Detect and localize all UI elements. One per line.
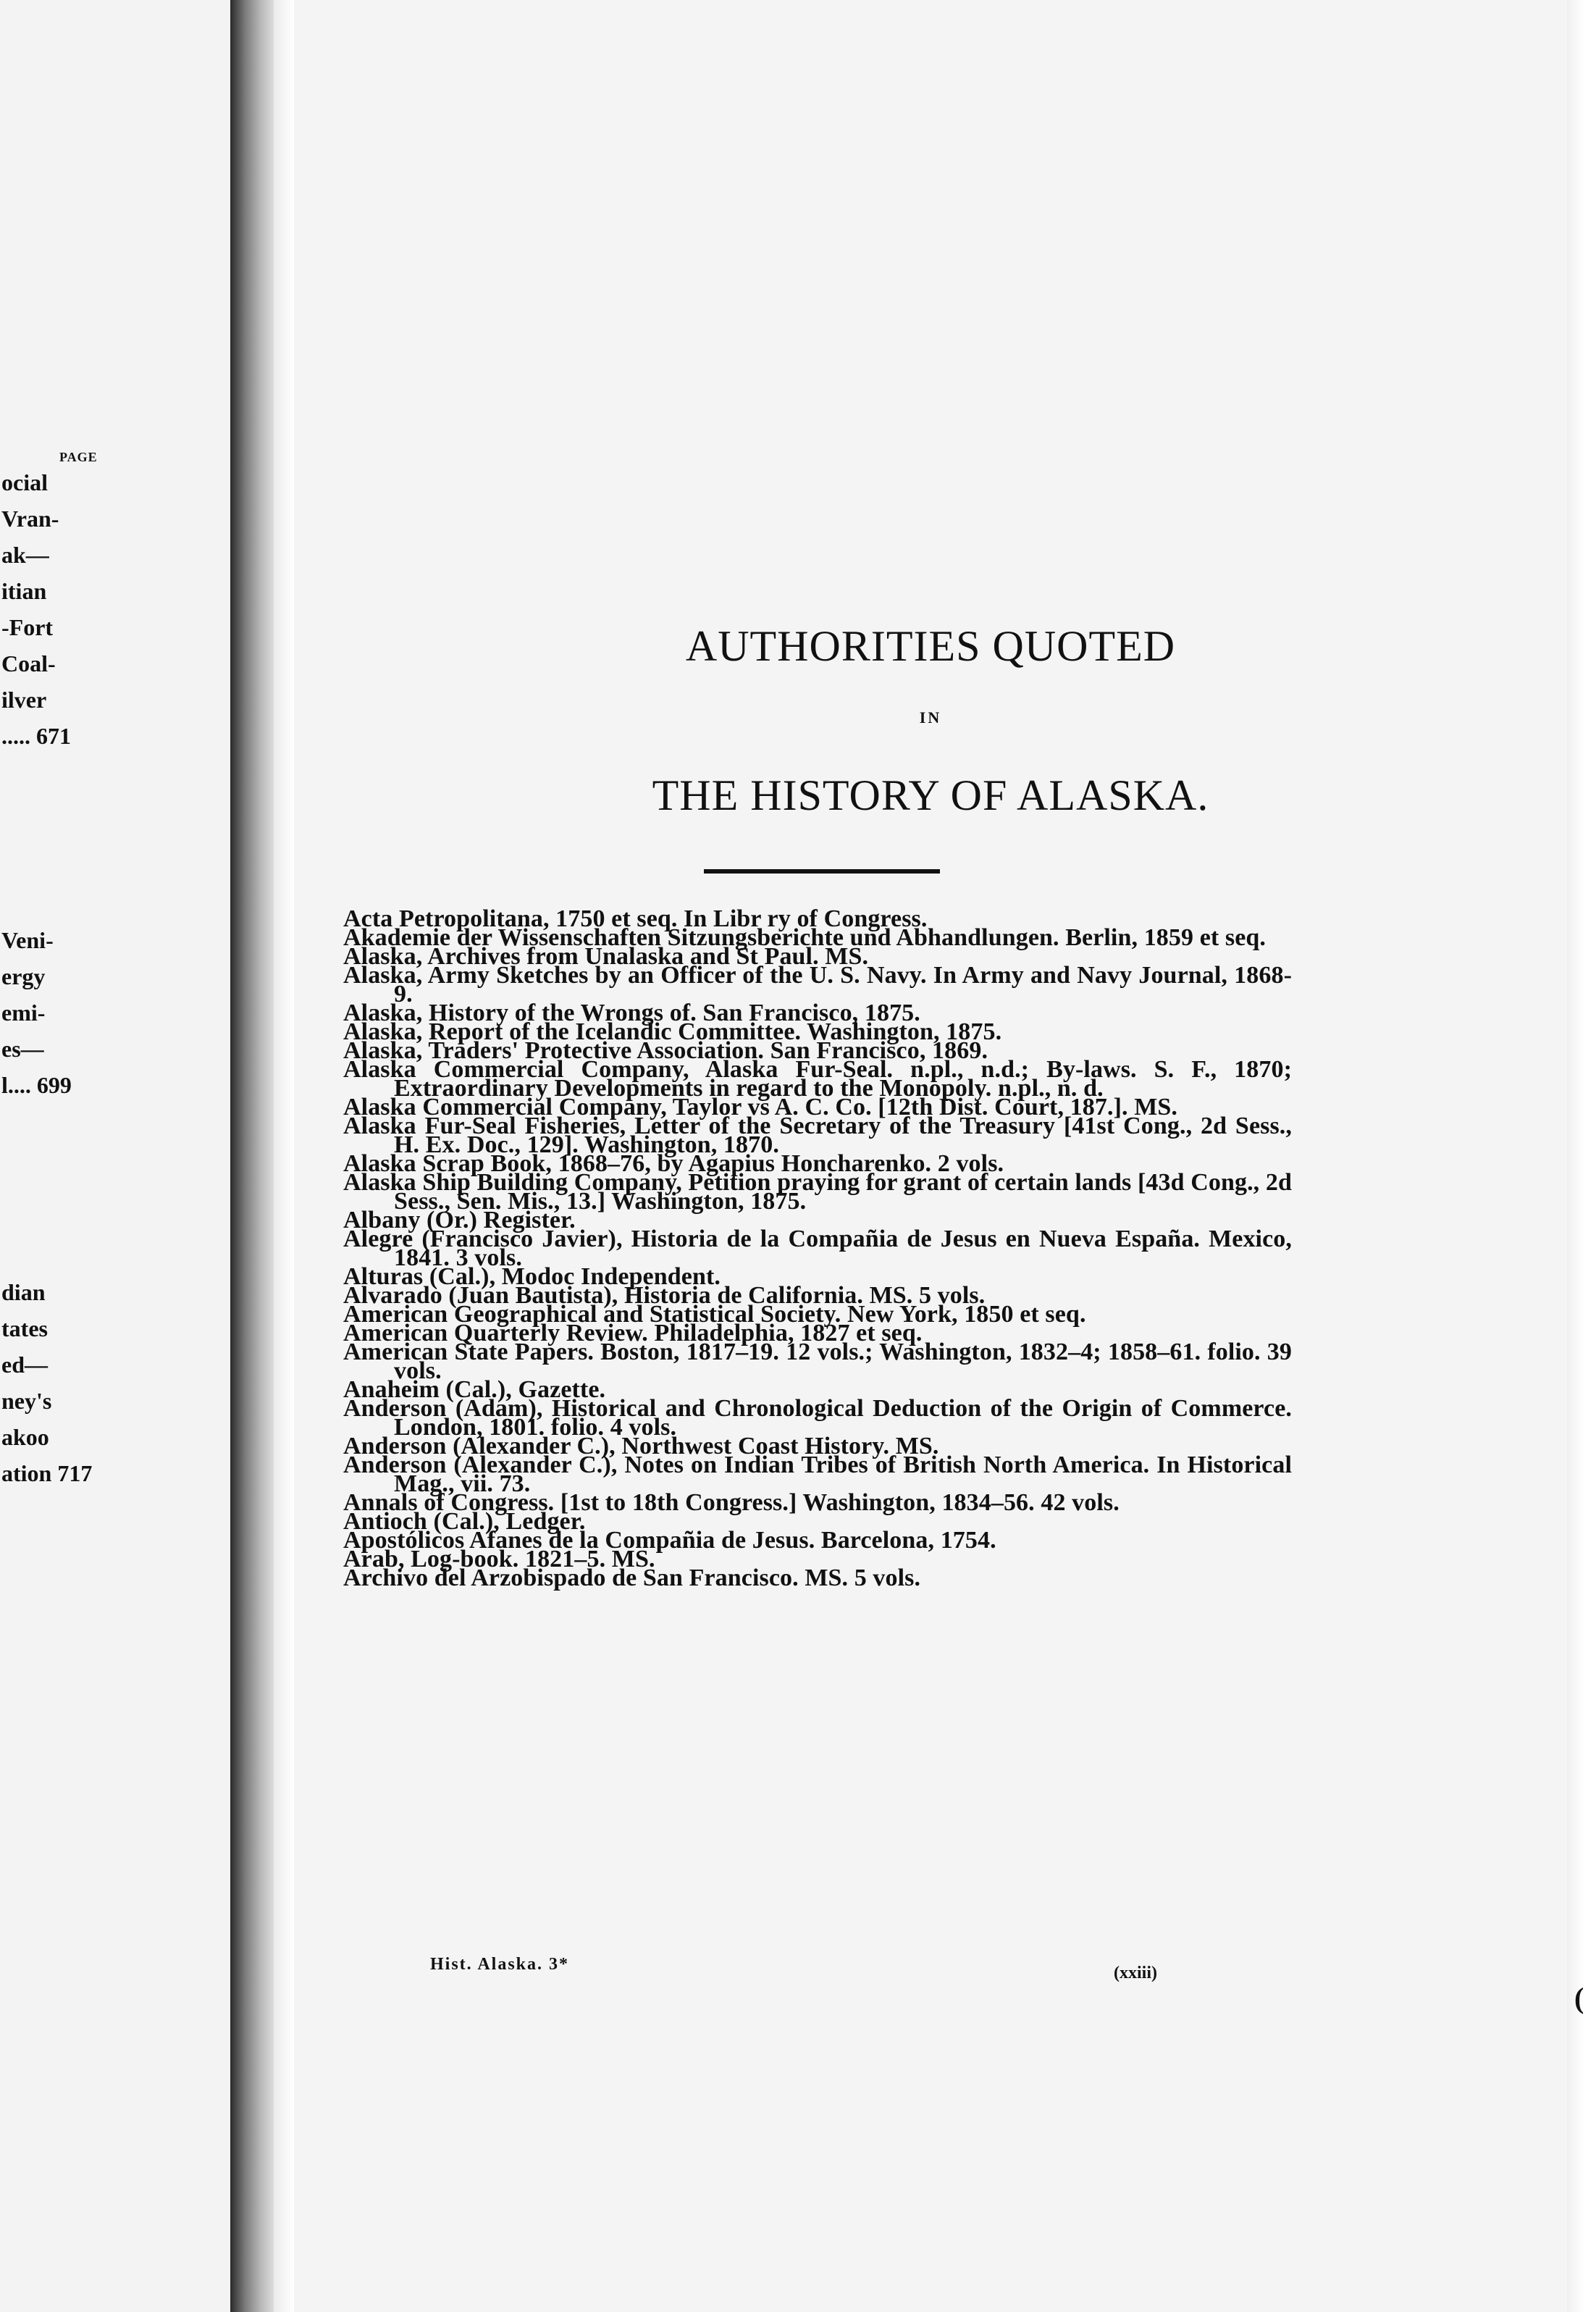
left-page-line: Veni- [1,927,54,953]
bibliography-entry: Alturas (Cal.), Modoc Independent. [343,1263,721,1290]
left-page-line: -Fort [1,614,54,640]
bibliography-entry: Anaheim (Cal.), Gazette. [343,1376,606,1403]
bibliography-entry: Archivo del Arzobispado de San Francisco. MS. 5 vols. [343,1565,921,1591]
book-binding-gutter [230,0,274,2312]
left-page-line: l.... 699 [1,1072,72,1098]
bibliography-entry: American State Papers. Boston, 1817–19. 12 vols.; Washington, 1832–4; 1858–61. folio. 39 vols. [343,1339,1292,1384]
bibliography-entry: Annals of Congress. [1st to 18th Congress.] Washington, 1834–56. 42 vols. [343,1489,1120,1516]
bibliography-entry: Akademie der Wissenschaften Sitzungsberichte und Abhandlungen. Berlin, 1859 et seq. [343,924,1267,951]
left-page-column-label: PAGE [59,450,98,464]
left-page-line: ..... 671 [1,723,71,749]
bibliography-entry: Antioch (Cal.), Ledger. [343,1508,586,1535]
bibliography-entry: Alvarado (Juan Bautista), Historia de California. MS. 5 vols. [343,1282,986,1309]
bibliography-entry: Alegre (Francisco Javier), Historia de la Compañia de Jesus en Nueva España. Mexico, 1841. 3 vols. [343,1226,1292,1271]
bibliography-entry: Alaska Ship Building Company, Petition praying for grant of certain lands [43d Cong., 2d Sess., Sen. Mis., 13.] Washington, 1875. [343,1169,1292,1215]
bibliography-entry: Alaska Commercial Company, Alaska Fur-Seal. n.pl., n.d.; By-laws. S. F., 1870; Extraordinary Developments in regard to the Monopoly. n.pl., n. d. [343,1056,1292,1102]
bibliography-entry: American Geographical and Statistical Society. New York, 1850 et seq. [343,1301,1086,1328]
bibliography-entry: American Quarterly Review. Philadelphia, 1827 et seq. [343,1320,923,1346]
footer-signature: Hist. Alaska. 3* [430,1955,570,1974]
gutter-shadow [274,0,294,2312]
bibliography-entry: Alaska, Report of the Icelandic Committee. Washington, 1875. [343,1018,1002,1045]
bibliography-entry: Alaska, Army Sketches by an Officer of the U. S. Navy. In Army and Navy Journal, 1868-9. [343,962,1292,1008]
bibliography-entry: Alaska, Archives from Unalaska and St Paul. MS. [343,943,869,970]
page-title: AUTHORITIES QUOTED [685,622,1176,670]
left-page-line: es— [1,1036,44,1062]
left-page-line: ak— [1,542,49,568]
left-page-line: ocial [1,469,48,495]
left-facing-page [0,0,230,2312]
bibliography-entry: Alaska Scrap Book, 1868–76, by Agapius Honcharenko. 2 vols. [343,1150,1004,1177]
bibliography-entry: Acta Petropolitana, 1750 et seq. In Libr ry of Congress. [343,905,928,932]
left-page-line: Vran- [1,506,59,532]
left-page-line: tates [1,1315,48,1341]
bibliography-entry: Albany (Or.) Register. [343,1207,576,1234]
authorities-list [343,905,1292,1591]
bibliography-entry: Alaska, History of the Wrongs of. San Francisco, 1875. [343,1000,920,1026]
left-page-line: ation 717 [1,1460,93,1486]
bibliography-entry: Anderson (Alexander C.), Northwest Coast History. MS. [343,1433,939,1459]
left-page-line: ed— [1,1352,48,1378]
bibliography-entry: Alaska, Traders' Protective Association. San Francisco, 1869. [343,1037,988,1064]
page-number: (xxiii) [1114,1964,1157,1982]
left-page-line: emi- [1,1000,46,1026]
page-edge [1567,0,1596,2312]
page-subtitle: THE HISTORY OF ALASKA. [652,771,1209,819]
page-edge-mark: ( [1574,1982,1584,2014]
left-page-line: Coal- [1,650,56,677]
left-page-line: dian [1,1279,46,1305]
bibliography-entry: Arab, Log-book. 1821–5. MS. [343,1546,655,1572]
left-page-line: ergy [1,963,46,989]
bibliography-entry: Alaska Commercial Company, Taylor vs A. C. Co. [12th Dist. Court, 187.]. MS. [343,1094,1177,1121]
left-page-line: itian [1,578,47,604]
left-page-line: akoo [1,1424,49,1450]
left-page-line: ney's [1,1388,52,1414]
title-rule [704,869,940,874]
bibliography-entry: Anderson (Alexander C.), Notes on Indian Tribes of British North America. In Historical Mag., vii. 73. [343,1452,1292,1497]
bibliography-entry: Anderson (Adam), Historical and Chronological Deduction of the Origin of Commerce. London, 1801. folio. 4 vols. [343,1395,1292,1441]
title-connector: IN [919,708,942,726]
bibliography-entry: Alaska Fur-Seal Fisheries, Letter of the Secretary of the Treasury [41st Cong., 2d Sess., H. Ex. Doc., 129]. Washington, 1870. [343,1113,1292,1158]
bibliography-entry: Apostólicos Afanes de la Compañia de Jesus. Barcelona, 1754. [343,1527,996,1554]
left-page-line: ilver [1,687,47,713]
